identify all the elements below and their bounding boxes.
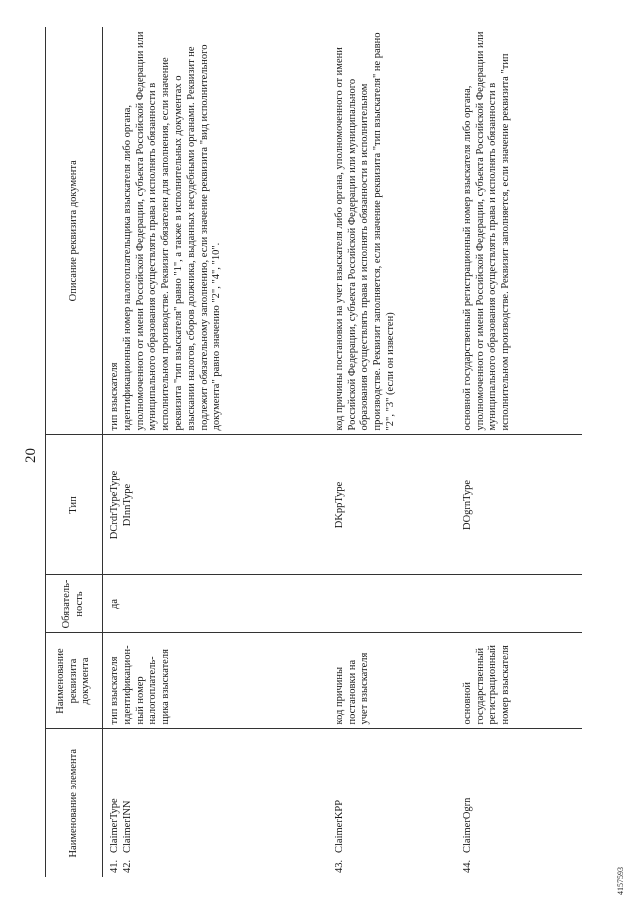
type-name: DInnType bbox=[122, 435, 334, 575]
table-row bbox=[103, 27, 122, 877]
element-cell bbox=[103, 729, 122, 877]
header-requisite-name: Наименование реквизита документа bbox=[46, 633, 103, 729]
element-cell bbox=[462, 729, 582, 877]
element-cell bbox=[334, 729, 462, 877]
header-element-name: Наименование элемента bbox=[46, 729, 103, 877]
requisite-name: основной государственный регистрационный номер взыскателя bbox=[462, 633, 582, 729]
page-number: 20 bbox=[23, 448, 39, 463]
requisites-table bbox=[45, 27, 582, 877]
requisite-name: тип взыскателя bbox=[103, 633, 122, 729]
element-cell bbox=[122, 729, 334, 877]
table-header-row bbox=[46, 27, 103, 877]
element-name: ClaimerOgrn bbox=[461, 797, 473, 853]
description: тип взыскателя bbox=[103, 27, 122, 435]
description: идентификационный номер налогоплательщика взыскателя либо органа, уполномоченного от имени Российской Федерации, субъекта Российской Федерации или муниципального образования осуществлять права и исполнять обязанности в исполнительном производстве. Реквизит обязателен для заполнения, если значение реквизита "тип взыскателя" равно "1", а также в исполнительных документах о взыскании налогов, сборов должника, выданных несудебными органами. Реквизит не подлежит обязательному заполнению, если значение реквизита "вид исполнительного документа" равно значению "2", "4", "10". bbox=[122, 27, 334, 435]
description: код причины постановки на учет взыскателя либо органа, уполномоченного от имени Российской Федерации, субъекта Российской Федерации или муниципального образования осуществлять права и исполнять обязанности в исполнительном производстве. Реквизит заполняется, если значение реквизита "тип взыскателя" не равно "2", "3" (если он известен) bbox=[334, 27, 462, 435]
type-name: DKppType bbox=[334, 435, 462, 575]
row-number: 41. bbox=[109, 859, 120, 873]
element-name: ClaimerKPP bbox=[333, 799, 345, 853]
table-row bbox=[462, 27, 582, 877]
header-required: Обязатель-ность bbox=[46, 575, 103, 633]
type-name: DOgrnType bbox=[462, 435, 582, 575]
document-id: 4157593 bbox=[616, 867, 625, 895]
type-name: DCrdrTypeType bbox=[103, 435, 122, 575]
header-type: Тип bbox=[46, 435, 103, 575]
required-flag: да bbox=[103, 575, 122, 633]
table-row bbox=[334, 27, 462, 877]
row-number: 42. bbox=[121, 859, 133, 873]
element-name: ClaimerType bbox=[109, 798, 120, 853]
required-flag bbox=[462, 575, 582, 633]
requisite-name: код причины постановки на учет взыскателя bbox=[334, 633, 462, 729]
required-flag bbox=[122, 575, 334, 633]
row-number: 44. bbox=[461, 859, 473, 873]
required-flag bbox=[334, 575, 462, 633]
element-name: ClaimerINN bbox=[121, 800, 133, 853]
header-description: Описание реквизита документа bbox=[46, 27, 103, 435]
description: основной государственный регистрационный номер взыскателя либо органа, уполномоченного от имени Российской Федерации, субъекта Российской Федерации или муниципального образования осуществлять права и исполнять обязанности в исполнительном производстве. Реквизит заполняется, если значение реквизита "тип bbox=[462, 27, 582, 435]
row-number: 43. bbox=[333, 859, 345, 873]
table-row bbox=[122, 27, 334, 877]
requisite-name: идентификацион-ный номер налогоплатель-щика взыскателя bbox=[122, 633, 334, 729]
